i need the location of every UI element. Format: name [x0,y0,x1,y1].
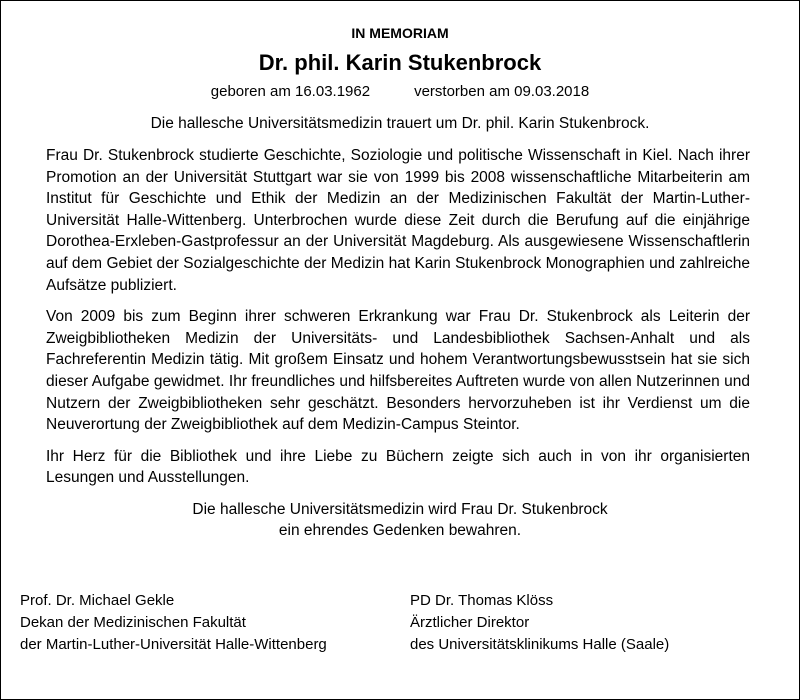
signatory-org: des Universitätsklinikums Halle (Saale) [410,636,670,653]
life-dates [40,81,760,103]
signature-medical-director [410,590,669,656]
signatory-name: PD Dr. Thomas Klöss [410,592,554,609]
signature-dean [20,590,327,656]
intro-text: Die hallesche Universitätsmedizin trauert um Dr. phil. Karin Stukenbrock. [150,115,650,132]
signatory-org: der Martin-Luther-Universität Halle-Wittenberg [20,636,327,653]
closing-line-1: Die hallesche Universitätsmedizin wird Frau Dr. Stukenbrock [192,500,608,518]
signatory-name: Prof. Dr. Michael Gekle [20,592,175,609]
paragraph-events: Ihr Herz für die Bibliothek und ihre Liebe zu Büchern zeigte sich auch in von ihr organisierten Lesungen und Ausstellungen. [46,447,750,487]
closing-line-2: ein ehrendes Gedenken bewahren. [278,521,522,539]
closing-text [40,499,760,541]
paragraph-library: Von 2009 bis zum Beginn ihrer schweren Erkrankung war Frau Dr. Stukenbrock als Leiterin der Zweigbibliotheken Medizin der Universitäts- und Landesbibliothek Sachsen-Anhalt und als Fachreferentin Medizin tätig. Mit großem Einsatz und hohem Verantwortungsbewusstsein hat sie sich dieser Aufgabe gewidmet. Ihr freundliches und hilfsbereites Auftreten wurde von allen Nutzerinnen und Nutzern der Zweigbibliotheken sehr geschätzt. Besonders hervorzuheben ist ihr Verdienst um die Neuverortung der Zweigbibliothek auf dem Medizin-Campus Steintor. [46,308,750,434]
paragraph-career: Frau Dr. Stukenbrock studierte Geschichte, Soziologie und politische Wissenschaft in Kiel. Nach ihrer Promotion an der Universität Stuttgart war sie von 1999 bis 2008 wissenschaftliche Mitarbeiterin am Institut für Geschichte und Ethik der Medizin an der Medizinischen Fakultät der Martin-Luther-Universität Halle-Wittenberg. Unterbrochen wurde diese Zeit durch die Berufung auf die einjährige Dorothea-Erxleben-Gastprofessur an der Universität Magdeburg. Als ausgewiesene Wissenschaftlerin auf dem Gebiet der Sozialgeschichte der Medizin hat Karin Stukenbrock Monographien und zahlreiche Aufsätze publiziert. [46,147,750,294]
obituary-notice [40,22,760,541]
notice-heading: IN MEMORIAM [351,25,449,41]
death-date: verstorben am 09.03.2018 [414,83,590,100]
deceased-name: Dr. phil. Karin Stukenbrock [258,50,542,75]
signatory-role: Dekan der Medizinischen Fakultät [20,614,246,631]
signatory-role: Ärztlicher Direktor [410,614,530,631]
birth-date: geboren am 16.03.1962 [210,83,371,100]
